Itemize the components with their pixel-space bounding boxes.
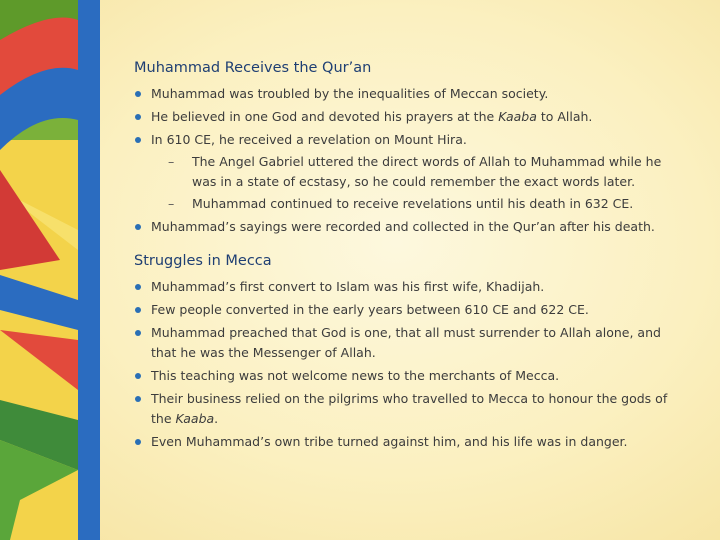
dash-icon: –	[168, 196, 175, 211]
list-item: Their business relied on the pilgrims who travelled to Mecca to honour the gods of the Kaaba.	[134, 389, 684, 429]
bullet-dot-icon	[135, 224, 141, 230]
list-item: This teaching was not welcome news to the merchants of Mecca.	[134, 366, 684, 386]
list-item: Muhammad was troubled by the inequalities of Meccan society.	[134, 84, 684, 104]
section-heading-qur-an: Muhammad Receives the Qur’an	[134, 60, 372, 76]
list-item: He believed in one God and devoted his prayers at the Kaaba to Allah.	[134, 107, 684, 127]
slide-content	[134, 58, 684, 455]
list-item: Muhammad’s first convert to Islam was his first wife, Khadijah.	[134, 277, 684, 297]
list-item: Muhammad’s sayings were recorded and collected in the Qur’an after his death.	[134, 217, 684, 237]
sub-bullet-list	[134, 152, 684, 214]
bullet-dot-icon	[135, 91, 141, 97]
bullet-dot-icon	[135, 137, 141, 143]
bullet-dot-icon	[135, 114, 141, 120]
bullet-dot-icon	[135, 396, 141, 402]
list-item: – Muhammad continued to receive revelations until his death in 632 CE.	[151, 194, 684, 214]
list-item: Few people converted in the early years between 610 CE and 622 CE.	[134, 300, 684, 320]
bullet-list-struggles	[134, 277, 684, 452]
bullet-dot-icon	[135, 330, 141, 336]
bullet-dot-icon	[135, 439, 141, 445]
list-item: – The Angel Gabriel uttered the direct words of Allah to Muhammad while he was in a state of ecstasy, so he could remember the exact words later.	[168, 154, 662, 189]
list-item: In 610 CE, he received a revelation on Mount Hira. – The Angel Gabriel uttered the direct words of Allah to Muhammad while he was in a state of ecstasy, so he could remember the exact words later. – Muhammad continued to receive revelations until his death in 632 CE.	[134, 130, 684, 214]
dash-icon: –	[168, 154, 175, 169]
section-heading-struggles: Struggles in Mecca	[134, 253, 272, 269]
bullet-dot-icon	[135, 373, 141, 379]
list-item: Even Muhammad’s own tribe turned against him, and his life was in danger.	[134, 432, 684, 452]
decorative-sidebar-art	[0, 0, 100, 540]
list-item: Muhammad preached that God is one, that all must surrender to Allah alone, and that he was the Messenger of Allah.	[134, 323, 684, 363]
bullet-dot-icon	[135, 284, 141, 290]
bullet-list-qur-an	[134, 84, 684, 237]
bullet-dot-icon	[135, 307, 141, 313]
